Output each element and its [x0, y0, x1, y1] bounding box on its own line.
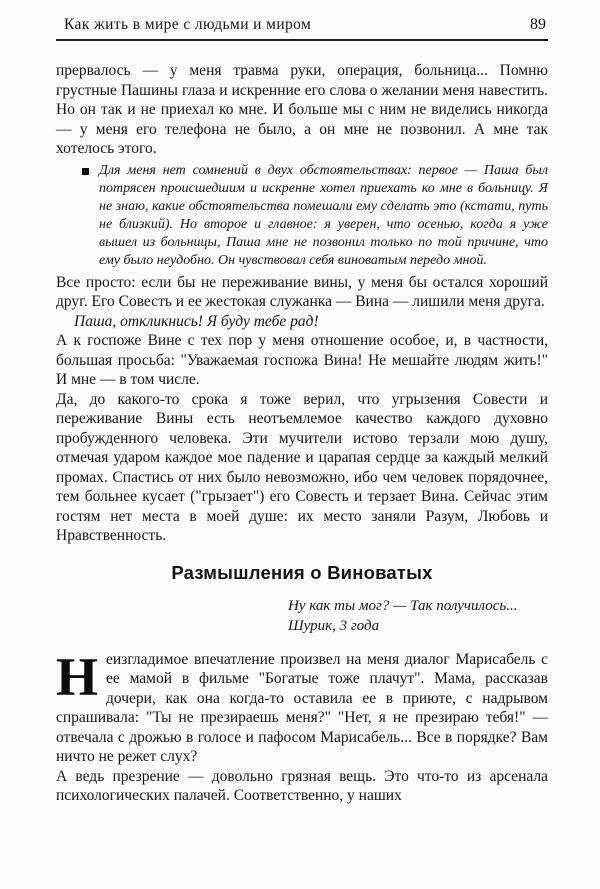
paragraph-text: еизгладимое впечатление произвел на меня диалог Марисабель с ее мамой в фильме "Богатые тоже плачут". Мама, рассказав дочери, как она когда-то оставила ее в приюте, с надрывом спрашивала: "Ты не презираешь меня?" "Нет, я не презираю тебя!" — отвечала с дрожью в голосе и пафосом Марисабель... Все в порядке? Вам ничто не режет слух?: [56, 650, 548, 765]
page-number: 89: [530, 16, 546, 33]
paragraph-with-dropcap: [56, 646, 548, 767]
appeal-line: Паша, откликнись! Я буду тебе рад!: [74, 312, 319, 330]
quote-text: Для меня нет сомнений в двух обстоятельствах: первое — Паша был потрясен происшедшим и искренне хотел приехать ко мне в больницу. Я не знаю, какие обстоятельства помешали ему сделать это (кстати, путь не близкий). Но второе и главное: я уверен, что осенью, когда я уже вышел из больницы, Паша мне не позвонил только по той причине, что ему было неудобно. Он чувствовал себя виноватым передо мной.: [99, 162, 548, 268]
epigraph-attribution: Шурик, 3 года: [288, 617, 380, 634]
paragraph: А к госпоже Вине с тех пор у меня отношение особое, и, в частности, большая просьба: "Уважаемая госпожа Вина! Не мешайте людям жить!" И мне — в том числе.: [56, 332, 548, 388]
section-heading: Размышления о Виноватых: [171, 561, 433, 583]
paragraph: Все просто: если бы не переживание вины, у меня бы остался хороший друг. Его Совесть и ее жестокая служанка — Вина — лишили меня друга.: [56, 273, 548, 310]
running-title: Как жить в мире с людьми и миром: [64, 16, 312, 33]
page-header: [56, 16, 548, 34]
epigraph-line: Ну как ты мог? — Так получилось...: [288, 597, 518, 614]
square-bullet-icon: [82, 168, 89, 175]
header-rule: [56, 39, 548, 41]
quote-block: [82, 162, 548, 270]
page-body: [56, 61, 548, 806]
paragraph-continuation: прервалось — у меня травма руки, операция, больница... Помню грустные Пашины глаза и искренние его слова о желании меня навестить. Но он так и не приехал ко мне. И больше мы с ним не виделись никогда — у меня его телефона не было, а он мне не позвонил. А мне так хотелось этого.: [56, 62, 548, 157]
paragraph: А ведь презрение — довольно грязная вещь. Это что-то из арсенала психологических палачей. Соответственно, у наших: [56, 767, 548, 804]
drop-cap: Н: [56, 646, 99, 707]
paragraph: Да, до какого-то срока я тоже верил, что угрызения Совести и переживание Вины есть неотъемлемое качество каждого духовно пробужденного человека. Эти мучители истово терзали мою душу, отмечая ударом каждое мое падение и царапая сердце за каждый мелкий промах. Спастись от них было невозможно, ибо чем человек порядочнее, тем больнее кусает ("грызает") его Совесть и терзает Вина. Сейчас этим гостям нет места в моей душе: их место заняли Разум, Любовь и Нравственность.: [56, 390, 548, 544]
epigraph: [288, 596, 548, 636]
